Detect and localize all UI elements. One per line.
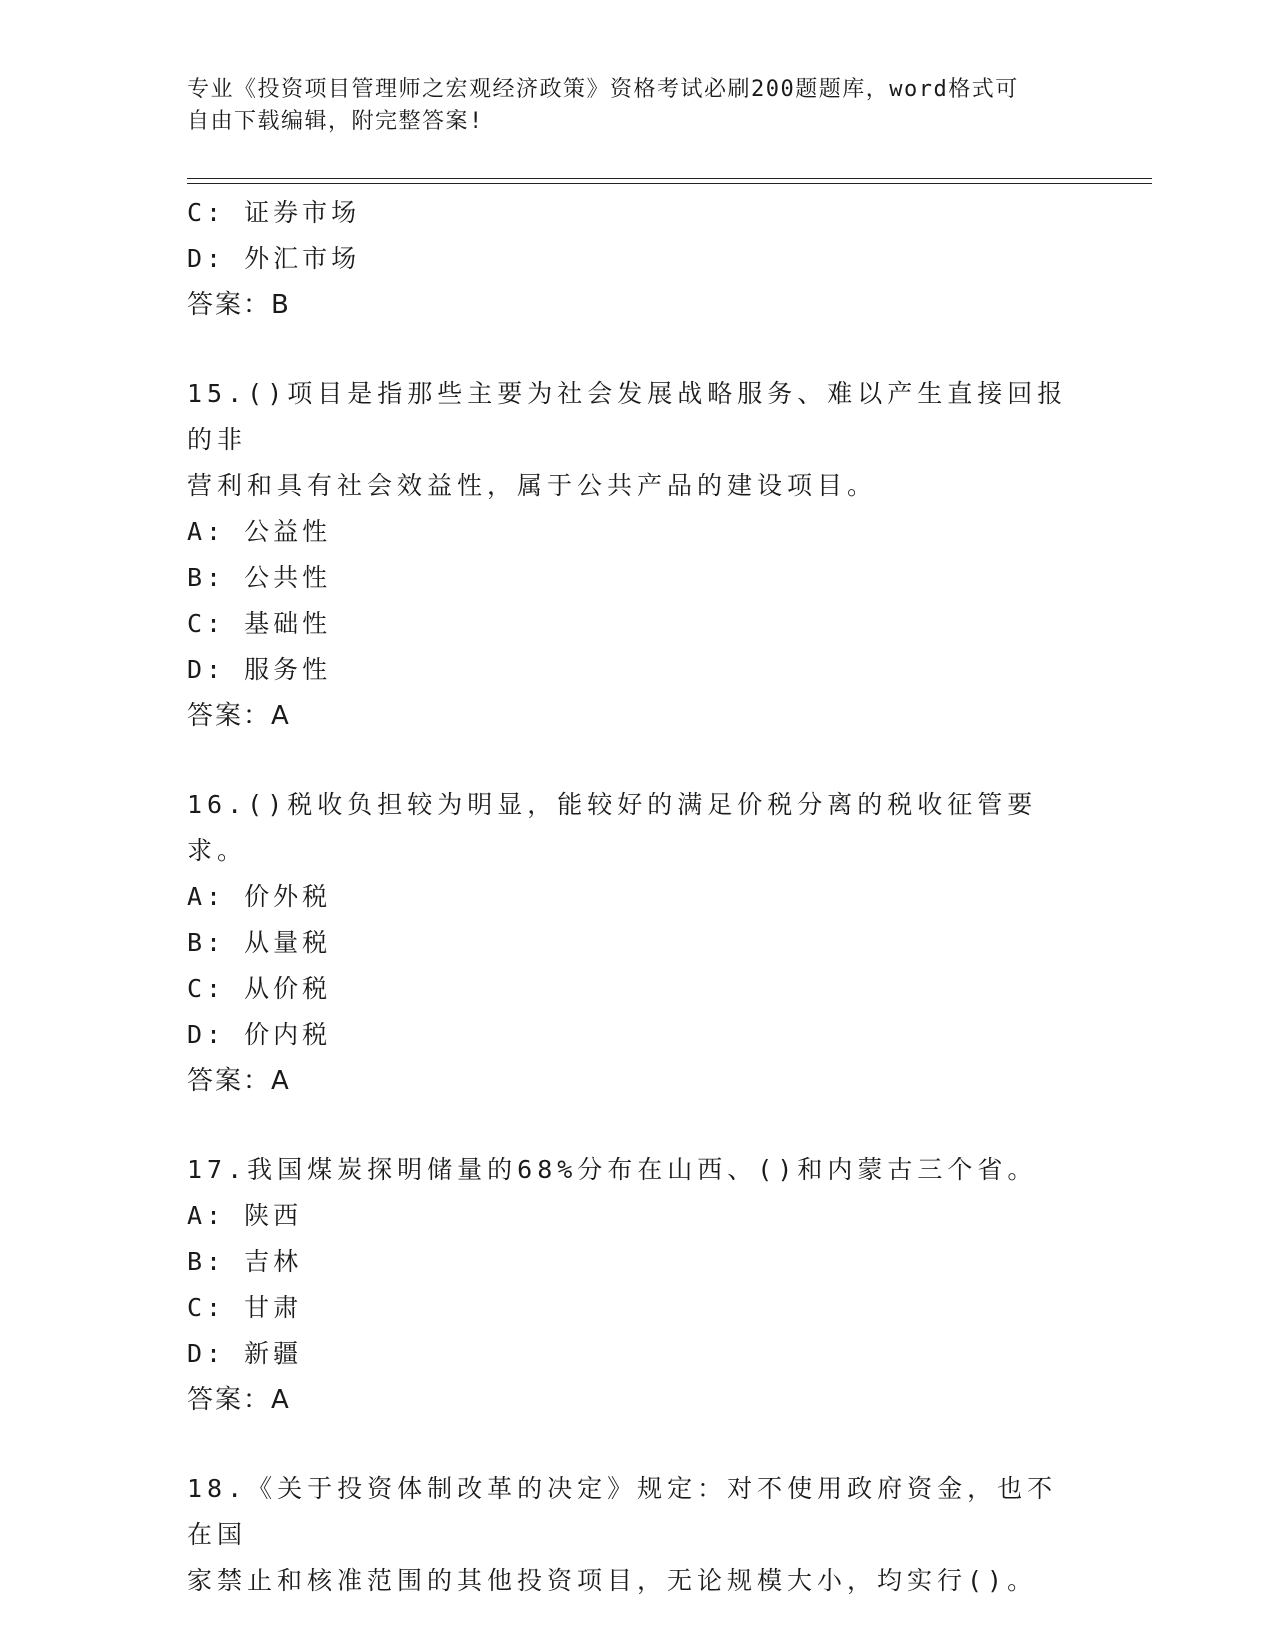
question-text-line-1: 16.()税收负担较为明显，能较好的满足价税分离的税收征管要求。 <box>187 790 1038 865</box>
header-line-2: 自由下载编辑，附完整答案! <box>187 109 484 134</box>
header-divider <box>187 178 1152 184</box>
question-list <box>187 190 1087 1604</box>
option-b: B: 公共性 <box>187 563 332 592</box>
answer: 答案：A <box>187 701 291 731</box>
spacer <box>187 739 1087 782</box>
option-b: B: 吉林 <box>187 1247 303 1276</box>
question-text-line-2: 家禁止和核准范围的其他投资项目，无论规模大小，均实行()。 <box>187 1566 1038 1595</box>
option-d: D: 外汇市场 <box>187 244 361 273</box>
page-header <box>187 74 1067 138</box>
question-14-tail <box>187 190 1087 328</box>
question-text-line-2: 营利和具有社会效益性，属于公共产品的建设项目。 <box>187 471 878 500</box>
option-c: C: 基础性 <box>187 609 332 638</box>
option-b: B: 从量税 <box>187 928 332 957</box>
option-d: D: 价内税 <box>187 1020 332 1049</box>
spacer <box>187 1104 1087 1147</box>
question-18 <box>187 1466 1087 1604</box>
option-d: D: 新疆 <box>187 1339 303 1368</box>
answer: 答案：B <box>187 290 291 320</box>
question-text-line-1: 15.()项目是指那些主要为社会发展战略服务、难以产生直接回报的非 <box>187 379 1068 454</box>
option-a: A: 公益性 <box>187 517 332 546</box>
question-text-line-1: 18.《关于投资体制改革的决定》规定：对不使用政府资金，也不在国 <box>187 1474 1058 1549</box>
option-c: C: 从价税 <box>187 974 332 1003</box>
spacer <box>187 328 1087 371</box>
answer: 答案：A <box>187 1066 291 1096</box>
question-16 <box>187 782 1087 1104</box>
question-text-line-1: 17.我国煤炭探明储量的68%分布在山西、()和内蒙古三个省。 <box>187 1155 1038 1184</box>
question-17 <box>187 1147 1087 1423</box>
option-a: A: 陕西 <box>187 1201 303 1230</box>
option-c: C: 证券市场 <box>187 198 361 227</box>
header-line-1: 专业《投资项目管理师之宏观经济政策》资格考试必刷200题题库，word格式可 <box>187 77 1019 102</box>
option-d: D: 服务性 <box>187 655 332 684</box>
option-a: A: 价外税 <box>187 882 332 911</box>
answer: 答案：A <box>187 1385 291 1415</box>
question-15 <box>187 371 1087 739</box>
option-c: C: 甘肃 <box>187 1293 303 1322</box>
spacer <box>187 1423 1087 1466</box>
